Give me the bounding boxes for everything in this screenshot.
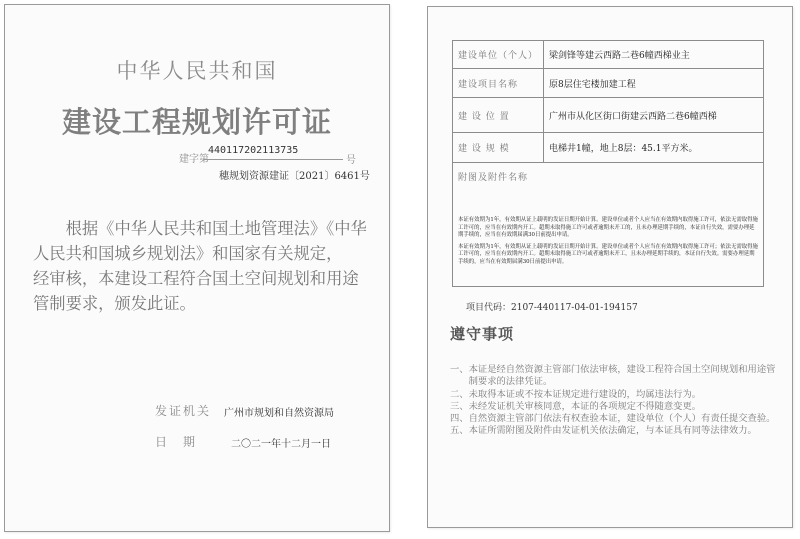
location-label: 建 设 位 置 xyxy=(453,98,544,133)
list-item xyxy=(450,389,780,401)
permit-info-table xyxy=(452,40,764,287)
project-name-label: 建设项目名称 xyxy=(453,69,544,98)
project-code: 项目代码：2107-440117-04-01-194157 xyxy=(466,303,638,313)
approval-code: 穗规划资源建证〔2021〕6461号 xyxy=(219,171,370,182)
body-paragraph-legal-basis: 根据《中华人民共和国土地管理法》《中华人民共和国城乡规划法》和国家有关规定， xyxy=(33,219,367,263)
permit-body-text xyxy=(33,216,369,316)
unit-value: 梁剑锋等建云西路二巷6幢西梯业主 xyxy=(544,41,764,69)
notice-text: 本证所需附图及附件由发证机关依法确定，与本证具有同等法律效力。 xyxy=(468,425,757,437)
validity-note: 本证有效期为1年，有效期从证上载明的发证日期开始计算。建设单位或者个人应当在有效期内取得施工许可，依法无需取得施工许可的，应当在有效期内开工。超期未取得施工许可或者逾期未开工的，且未办理延期手续的，本证自行失效，需要办理延期手续的，应当在有效期届满30日前提出申请。 xyxy=(458,217,758,239)
permit-details-page xyxy=(427,6,793,528)
permit-number-underline xyxy=(203,159,343,160)
issuer-name: 广州市规划和自然资源局 xyxy=(224,408,334,419)
permit-number: 440117202113735 xyxy=(208,145,299,156)
scale-label: 建 设 规 模 xyxy=(453,133,544,163)
notice-text: 未取得本证或不按本证规定进行建设的，均属违法行为。 xyxy=(468,388,702,400)
date-label xyxy=(155,433,211,450)
permit-cover-page xyxy=(4,4,390,532)
list-item xyxy=(450,401,780,413)
table-row xyxy=(453,98,764,133)
notice-title: 遵守事项 xyxy=(450,325,515,343)
table-row xyxy=(453,69,764,98)
validity-note-stamp: 本证有效期为1年，有效期从证上载明的发证日期开始计算。建设单位或者个人应当在有效期内取得施工许可；依法无需取得施工许可的，应当在有效期内开工。超期未取得施工许可或者逾期未开工，且未办理延期手续的，本证自行失效。需要办理延期手续的，应当在有效期届满30日前提出申请。 xyxy=(458,243,758,265)
notice-text: 未经发证机关审核同意，本证的各项规定不得随意变更。 xyxy=(468,400,702,412)
notice-number: 五、 xyxy=(450,425,469,437)
table-row xyxy=(453,163,764,287)
table-row xyxy=(453,133,764,163)
attachments-cell xyxy=(453,163,764,287)
issuer-label: 发证机关 xyxy=(155,404,212,418)
location-value: 广州市从化区街口街建云西路二巷6幢西梯 xyxy=(544,98,764,133)
issue-date: 二〇二一年十二月一日 xyxy=(231,439,331,450)
attachments-label: 附图及附件名称 xyxy=(458,173,529,183)
permit-number-suffix: 号 xyxy=(346,155,356,166)
notice-list xyxy=(450,364,780,438)
notice-text: 本证是经自然资源主管部门依法审核，建设工程符合国土空间规划和用途管制要求的法律凭证。 xyxy=(468,364,776,388)
document-title: 建设工程规划许可证 xyxy=(61,105,332,139)
list-item xyxy=(450,425,780,437)
country-name: 中华人民共和国 xyxy=(116,59,278,83)
scale-value: 电梯井1幢，地上8层：45.1平方米。 xyxy=(544,133,764,163)
notice-number: 四、 xyxy=(450,413,469,425)
unit-label: 建设单位（个人） xyxy=(453,41,544,69)
notice-number: 二、 xyxy=(450,388,469,400)
body-paragraph-approval: 经审核，本建设工程符合国土空间规划和用途管制要求，颁发此证。 xyxy=(33,269,359,313)
notice-number: 一、 xyxy=(450,364,469,375)
list-item xyxy=(450,364,780,389)
notice-number: 三、 xyxy=(450,400,469,412)
project-name-value: 原8层住宅楼加建工程 xyxy=(544,69,764,98)
date-label-text: 日期 xyxy=(155,435,212,449)
permit-number-prefix: 建字第 xyxy=(179,154,209,165)
notice-text: 自然资源主管部门依法有权查验本证，建设单位（个人）有责任提交查验。 xyxy=(468,413,776,425)
table-row xyxy=(453,41,764,69)
list-item xyxy=(450,413,780,425)
